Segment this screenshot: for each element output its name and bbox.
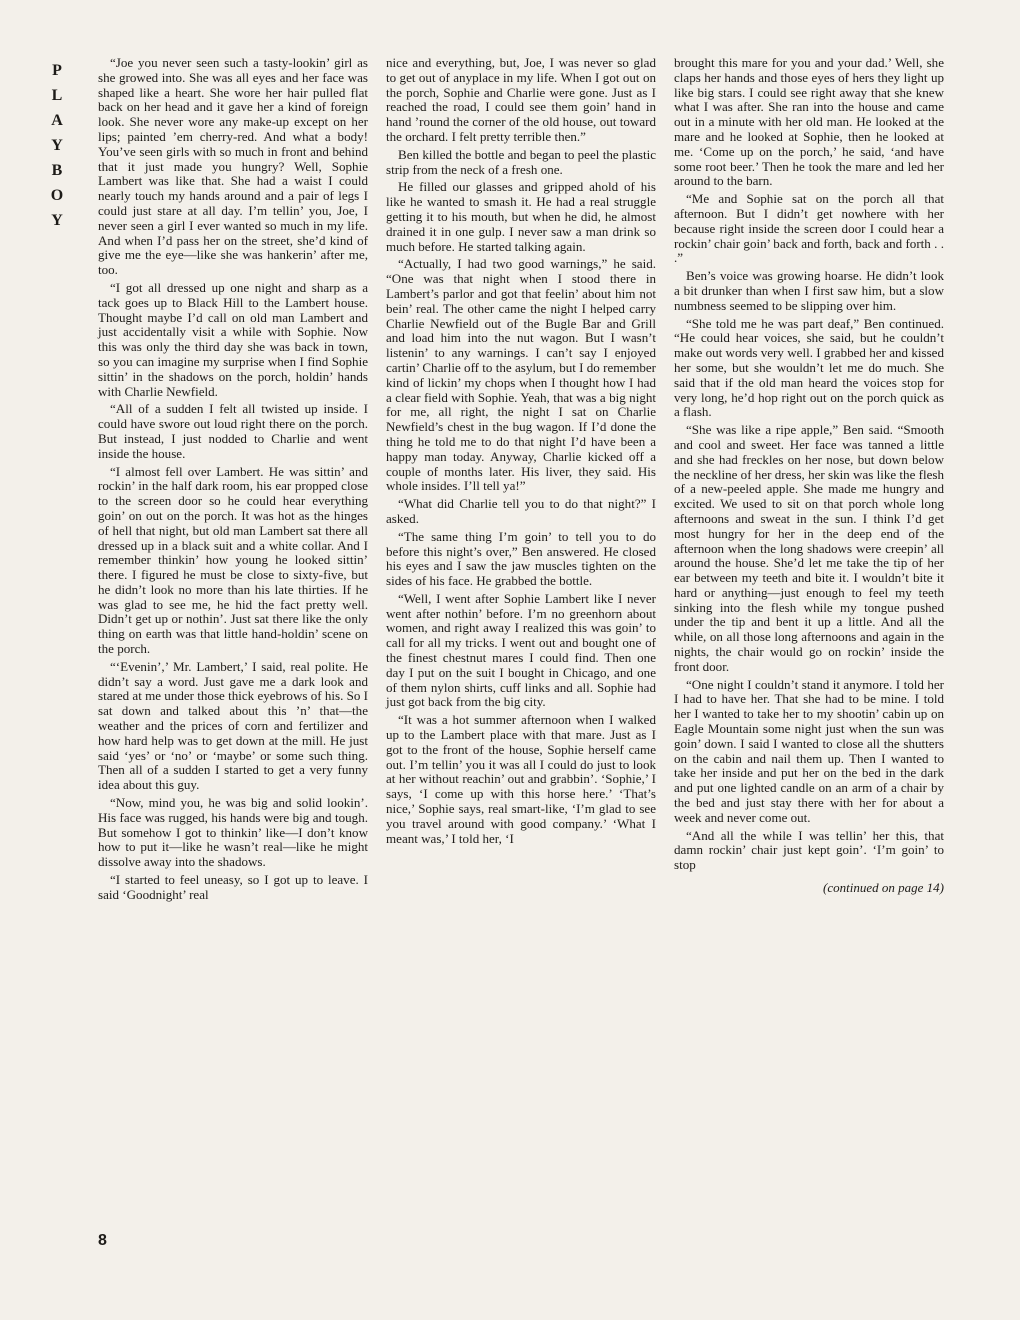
paragraph: “What did Charlie tell you to do that night?” I asked. — [386, 496, 656, 526]
running-head-letter: Y — [51, 137, 63, 154]
paragraph: “Joe you never seen such a tasty-lookin’ girl as she growed into. She was all eyes and her face was shaped like a heart. She wore her hair pulled flat back on her head and it gave her a kind of foreign look. She never wore any make-up except on her lips; painted ’em cherry-red. And what a body! You’ve seen girls with so much in front and behind that it just made you hungry? Well, Sophie Lambert was like that. She had a waist I could nearly touch my hands around and a pair of legs I could just stare at all day. I’m tellin’ you, Joe, I never seen a girl I ever wanted so much in my life. And when I’d pass her on the street, she’d kind of give me the eye—like she was hankerin’ after me, too. — [98, 55, 368, 278]
paragraph: brought this mare for you and your dad.’ Well, she claps her hands and those eyes of hers they light up like big stars. I could see right away that she knew what I was after. She ran into the house and came out in a minute with her old man. He looked at the mare and he looked at Sophie, then he looked at me. ‘Come up on the porch,’ he said, ‘and have some root beer.’ Then he took the mare and led her around to the barn. — [674, 55, 944, 189]
paragraph: “‘Evenin’,’ Mr. Lambert,’ I said, real polite. He didn’t say a word. Just gave me a dark look and stared at me under those thick eyebrows of his. So I sat down and talked about this ’n’ that—the weather and the prices of corn and fertilizer and how hard help was to get down at the mill. He just said ‘yes’ or ‘no’ or ‘maybe’ or some such thing. Then all of a sudden I started to get a very funny idea about this guy. — [98, 658, 368, 793]
paragraph: “Now, mind you, he was big and solid lookin’. His face was rugged, his hands were big and tough. But somehow I got to thinkin’ like—I don’t know how to put it—like he wasn’t real—like he might dissolve away into the shadows. — [98, 795, 368, 870]
paragraph: “I started to feel uneasy, so I got up to leave. I said ‘Goodnight’ real — [98, 872, 368, 902]
running-head — [46, 58, 68, 233]
running-head-letter: P — [52, 62, 62, 79]
text-column-3 — [674, 56, 944, 896]
running-head-letter: Y — [51, 212, 63, 229]
paragraph: “And all the while I was tellin’ her this, that damn rockin’ chair just kept goin’. ‘I’m goin’ to stop — [674, 827, 944, 873]
paragraph: “Actually, I had two good warnings,” he said. “One was that night when I stood there in Lambert’s parlor and got that feelin’ about him not bein’ real. The other came the night I helped carry Charlie Newfield out of the Bugle Bar and Grill and load him into the nut wagon. But I wasn’t listenin’ to any warnings. I can’t say I enjoyed cartin’ Charlie off to the asylum, but I do remember kind of lickin’ my chops when I thought how I had a clear field with Sophie. Yeah, that was a big night for me, all right, the night I sat on Charlie Newfield’s chest in the bug wagon. If I’d done the thing he told me to do that night I’d have been a happy man today. Anyway, Charlie kicked off a couple of months later. His liver, they said. His whole insides. I’ll tell ya!” — [386, 256, 656, 494]
running-head-letter: O — [50, 187, 64, 204]
running-head-letter: A — [51, 112, 63, 129]
text-column-1 — [98, 56, 368, 906]
paragraph: “She was like a ripe apple,” Ben said. “Smooth and cool and sweet. Her face was tanned a little and she had freckles on her nose, but down below the neckline of her dress, her skin was like the flesh of a new-peeled apple. She made me hungry and excited. We used to sit on that porch whole long afternoons and sweat in the sun. I think I’d get most hungry for her in the deep end of the afternoon when the long shadows were creepin’ all around the house. She’d let me take the tip of her ear between my teeth and bite it. I wouldn’t bite it hard or anything—just enough to feel my teeth sinking into the flesh while my tongue pushed under the tip and bent it up a little. And all the while, on all those long afternoons and again in the nights, the chair would go on rockin’ inside the front door. — [674, 422, 944, 674]
paragraph: “Me and Sophie sat on the porch all that afternoon. But I didn’t get nowhere with her because right inside the screen door I could hear a rockin’ chair goin’ back and forth, back and forth . . .” — [674, 191, 944, 266]
running-head-letter: L — [51, 87, 63, 104]
continued-note: (continued on page 14) — [823, 880, 944, 896]
paragraph: “All of a sudden I felt all twisted up inside. I could have swore out loud right there on the porch. But instead, I just nodded to Charlie and went inside the house. — [98, 401, 368, 461]
paragraph: Ben killed the bottle and began to peel the plastic strip from the neck of a fresh one. — [386, 146, 656, 177]
paragraph: “The same thing I’m goin’ to tell you to do before this night’s over,” Ben answered. He closed his eyes and I saw the jaw muscles tighten on the sides of his face. He grabbed the bottle. — [386, 528, 656, 589]
paragraph: He filled our glasses and gripped ahold of his like he wanted to smash it. He had a real struggle getting it to his mouth, but when he did, he almost drained it in one gulp. I never saw a man drink so much before. He started talking again. — [386, 179, 656, 254]
paragraph: “It was a hot summer afternoon when I walked up to the Lambert place with that mare. Just as I got to the front of the house, Sophie herself came out. I’m tellin’ you it was all I could do just to look at her without reachin’ out and grabbin’. ‘Sophie,’ I says, ‘I come up with this horse here.’ ‘That’s nice,’ Sophie says, real smart-like, ‘I’m glad to see you travel around with good company.’ ‘What I meant was,’ I told her, ‘I — [386, 712, 656, 846]
page-number: 8 — [98, 1232, 107, 1249]
paragraph: “Well, I went after Sophie Lambert like I never went after nothin’ before. I’m no greenhorn about women, and right away I realized this was goin’ to call for all my tricks. I went out and bought one of the finest chestnut mares I could find. Then one day I put on the suit I bought in Chicago, and one of them nylon shirts, cuff links and all. Sophie had just got back from the big city. — [386, 590, 656, 710]
text-column-2 — [386, 56, 656, 849]
paragraph: nice and everything, but, Joe, I was never so glad to get out of anyplace in my life. When I got out on the porch, Sophie and Charlie were gone. Just as I reached the road, I could see them goin’ hand in hand ’round the corner of the old house, out toward the orchard. I felt pretty terrible then.” — [386, 55, 656, 144]
paragraph: “I got all dressed up one night and sharp as a tack goes up to Black Hill to the Lambert house. Thought maybe I’d call on old man Lambert and just accidentally visit a while with Sophie. Now this was only the third day she was back in town, so you can imagine my surprise when I find Sophie sittin’ in the shadows on the porch, holdin’ hands with Charlie Newfield. — [98, 279, 368, 399]
running-head-letter: B — [51, 162, 63, 179]
paragraph: “I almost fell over Lambert. He was sittin’ and rockin’ in the half dark room, his ear propped close to the screen door so he could hear everything goin’ on out on the porch. It was hot as the hinges of hell that night, but old man Lambert sat there all dressed up in a black suit and a white collar. And I remember thinkin’ how young he looked sittin’ there. I figured he must be close to sixty-five, but he didn’t look no more than his late thirties. If he was glad to see me, he hid the fact pretty well. Didn’t get up or nothin’. Just sat there like the only thing on earth was that little hand-holdin’ scene on the porch. — [98, 463, 368, 657]
paragraph: “She told me he was part deaf,” Ben continued. “He could hear voices, she said, but he couldn’t make out words very well. I grabbed her and kissed her some, but she wouldn’t let me do much. She said that if the old man heard the voices stop for very long, he’d hop right out on the porch quick as a flash. — [674, 315, 944, 420]
paragraph: “One night I couldn’t stand it anymore. I told her I had to have her. That she had to be mine. I told her I wanted to take her to my shootin’ cabin up on Eagle Mountain some night just when the sun was goin’ down. I said I wanted to close all the shutters on the cabin and nail them up. Then I wanted to take her inside and put her on the bed in the dark and put one lighted candle on an arm of a chair by the bed and just stay there with her for about a week and never come out. — [674, 676, 944, 825]
paragraph: Ben’s voice was growing hoarse. He didn’t look a bit drunker than when I first saw him, but a slow numbness seemed to be slipping over him. — [674, 268, 944, 313]
